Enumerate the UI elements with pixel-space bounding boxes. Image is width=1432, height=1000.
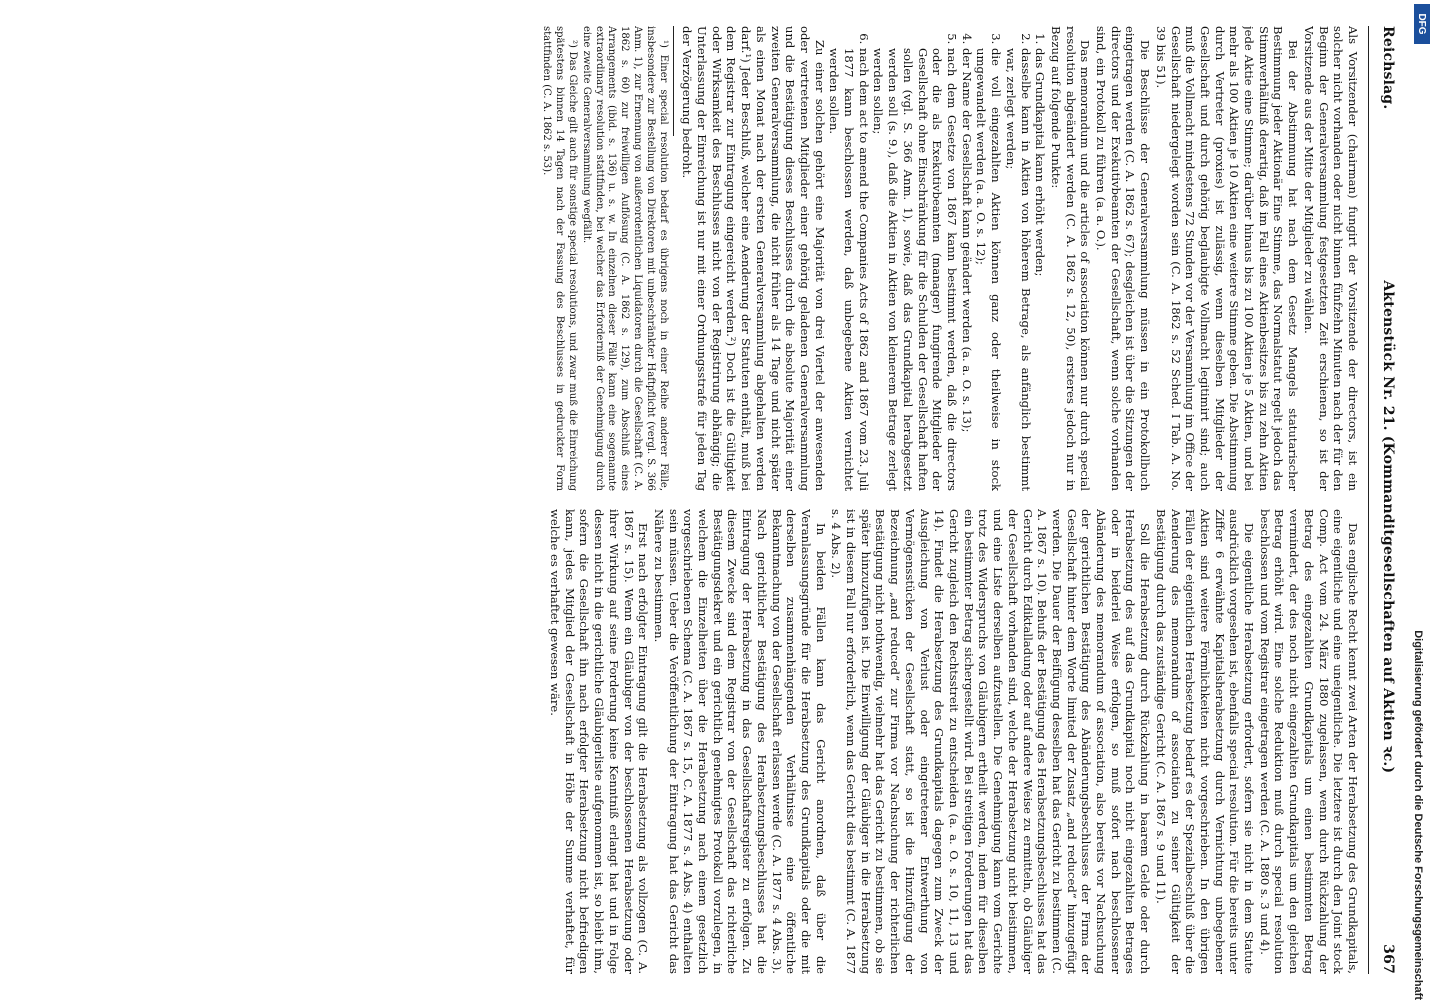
paragraph: In beiden Fällen kann das Gericht anordnen, daß über die Veranlassungsgründe für die Herabsetzung des Grundkapitals oder die mit derselben zusammenhängenden Verhältnisse eine öffentliche Bekanntmachung von der Gesellschaft erlassen werde (C. A. 1877 s. 4 Abs. 3). Nach gerichtlicher Bestätigung des Herabsetzungsbeschlusses hat die Eintragung der Herabsetzung in das Gesellschaftsregister zu erfolgen. Zu diesem Zwecke sind dem Registrar von der Gesellschaft das richterliche Bestätigungsdekret und ein gerichtlich genehmigtes Protokoll vorzulegen, in welchem die Einzelheiten über die Herabsetzung nach einem gesetzlich vorgeschriebenen Schema (C. A. 1867 s. 15, C. A. 1877 s. 4 Abs. 4) enthalten sein müssen. Ueber die Veröffentlichung der Eintragung hat das Gericht das Nähere zu bestimmen. <box>651 509 828 974</box>
list-item: 3. die voll eingezahlten Aktien können ganz oder theilweise in stock umgewandelt werden (a. a. O. s. 12); <box>974 48 1003 491</box>
list-item: 2. dasselbe kann in Aktien von höherem Betrage, als anfänglich bestimmt war, zerlegt werden; <box>1003 48 1032 491</box>
paragraph: Soll die Herabsetzung durch Rückzahlung in baarem Gelde oder durch Herabsetzung des auf das Grundkapital noch nicht eingezahlten Betrages oder in beiderlei Weise erfolgen, so muß sofort nach beschlossener Abänderung des memorandum of association, also bereits vor Nachsuchung der gerichtlichen Bestätigung des Abänderungsbeschlusses der Firma der Gesellschaft hinter dem Worte limited der Zusatz „and reduced“ hinzugefügt werden. Die Dauer der Beifügung desselben hat das Gericht zu bestimmen (C. A. 1867 s. 10). Behufs der Bestätigung des Herabsetzungsbeschlusses hat das Gericht durch Ediktalladung oder auf andere Weise zu ermitteln, ob Gläubiger der Gesellschaft vorhanden sind, welche der Herabsetzung nicht beistimmen, und eine Liste derselben aufzustellen. Die Genehmigung kann vom Gerichte trotz des Widerspruchs von Gläubigern ertheilt werden, indem für dieselben ein bestimmter Betrag sichergestellt wird. Bei streitigen Forderungen hat das Gericht zugleich den Rechtsstreit zu entscheiden (a. a. O. s. 10, 11, 13 und 14). Findet die Herabsetzung des Grundkapitals dagegen zum Zweck der Ausgleichung von Verlust oder eingetretener Entwerthung von Vermögensstücken der Gesellschaft statt, so ist die Hinzufügung der Bezeichnung „and reduced“ zur Firma vor Nachsuchung der richterlichen Bestätigung nicht nothwendig, vielmehr hat das Gericht zu bestimmen, ob sie später hinzuzufügen ist. Die Einwilligung der Gläubiger in die Herabsetzung ist in diesem Fall nur erforderlich, wenn das Gericht dies bestimmt (C. A. 1877 s. 4 Abs. 2). <box>829 509 1153 974</box>
paragraph: Als Vorsitzender (chairman) fungirt der Vorsitzende der directors, ist ein solcher nicht vorhanden oder nicht binnen fünfzehn Minuten nach der für den Beginn der Generalversammlung festgesetzten Zeit erschienen, so ist der Vorsitzende aus der Mitte der Mitglieder zu wählen. <box>1301 26 1360 491</box>
list-item: 6. nach dem act to amend the Companies Acts of 1862 and 1867 vom 23. Juli 1877 kann beschlossen werden, daß unbegebene Aktien vernichtet werden sollen. <box>827 48 871 491</box>
document-page <box>6 0 1416 1000</box>
page-header <box>1368 26 1398 974</box>
amendment-list <box>827 26 1048 491</box>
dfg-label: DFG <box>1416 13 1427 35</box>
list-item: 4. der Name der Gesellschaft kann geändert werden (a. a. O. s. 13); <box>959 48 974 491</box>
right-column <box>40 509 1360 974</box>
list-item: 5. nach dem Gesetze von 1867 kann bestimmt werden, daß die directors oder die als Exekutivbeamten (manager) fungirende Mitglieder der Gesellschaft ohne Einschränkung für die Schulden der Gesellschaft haften sollen (vgl. S. 366 Anm. 1), sowie, daß das Grundkapital herabgesetzt werden soll (s. 9.), daß die Aktien in Aktien von kleinerem Betrage zerlegt werden sollen; <box>871 48 959 491</box>
paragraph: Die eigentliche Herabsetzung erfordert, sofern sie nicht in dem Statute ausdrücklich vorgesehen ist, ebenfalls special resolution. Für die bereits unter Ziffer 6 erwähnte Kapitalsherabsetzung durch Vernichtung unbegebener Aktien sind weitere Förmlichkeiten nicht vorgeschrieben. In den übrigen Fällen der eigentlichen Herabsetzung bedarf es der Spezialbeschluß über die Aenderung des memorandum of association zu seiner Gültigkeit der Bestätigung durch das zuständige Gericht (C. A. 1867 s. 9 und 11). <box>1153 509 1257 974</box>
page-number: 367 <box>1380 944 1396 974</box>
paragraph: Erst nach erfolgter Eintragung gilt die Herabsetzung als vollzogen (C. A. 1867 s. 15). Wenn ein Gläubiger von der beschlossenen Herabsetzung oder ihrer Wirkung auf seine Forderung keine Kenntniß erlangt hat und in Folge dessen nicht in die gerichtliche Gläubigerliste aufgenommen ist, so bleibt ihm, sofern die Gesellschaft ihn nach erfolgter Herabsetzung nicht befriedigen kann, jedes Mitglied der Gesellschaft in Höhe der Summe verhaftet, für welche es verhaftet gewesen wäre. <box>548 509 651 974</box>
paragraph: Die Beschlüsse der Generalversammlung müssen in ein Protokollbuch eingetragen werden (C. A. 1862 s. 67); desgleichen ist über die Sitzungen der directors und der Exekutivbeamten der Gesellschaft, wenn solche vorhanden sind, ein Protokoll zu führen (a. a. O.). <box>1094 26 1153 491</box>
paragraph: Das englische Recht kennt zwei Arten der Herabsetzung des Grundkapitals, eine eigentliche und eine uneigentliche. Die letztere ist durch den Joint stock Comp. Act vom 24. März 1880 zugelassen, wenn durch Rückzahlung der Betrag des eingezahlten Grundkapitals um einen bestimmten Betrag vermindert, der des noch nicht eingezahlten Grundkapitals um den gleichen Betrag erhöht wird. Eine solche Reduktion muß durch special resolution beschlossen und vom Registrar eingetragen werden (C. A. 1880 s. 3 und 4). <box>1257 509 1360 974</box>
footnote: ²) Das Gleiche gilt auch für sonstige special resolutions, und zwar muß die Einreichung spätestens binnen 14 Tagen nach der Fassung des Beschlusses in gedruckter Form stattfinden (C. A. 1862 s. 53). <box>541 26 579 491</box>
dfg-badge <box>1414 4 1430 44</box>
paragraph: Zu einer solchen gehört eine Majorität von drei Viertel der anwesenden oder vertretenen Mitglieder einer gehörig geladenen Generalversammlung und die Bestätigung dieses Beschlusses durch die absolute Majorität einer zweiten Generalversammlung, die nicht früher als 14 Tage und nicht später als einen Monat nach der ersten Generalversammlung abgehalten werden darf.¹) Jeder Beschluß, welcher eine Aenderung der Statuten enthält, muß bei dem Registrar zur Eintragung eingereicht werden.²) Doch ist die Gültigkeit oder Wirksamkeit des Beschlusses nicht von der Registrirung abhängig; die Unterlassung der Einreichung ist nur mit einer Ordnungsstrafe für jeden Tag der Verzögerung bedroht. <box>680 26 827 491</box>
list-item: 1. das Grundkapital kann erhöht werden; <box>1033 48 1048 491</box>
footnote: ¹) Einer special resolution bedarf es übrigens noch in einer Reihe anderer Fälle, insbesondere zur Bestellung von Direktoren mit unbeschränkter Haftpflicht (vergl. S. 366 Anm. 1), zur Ernennung von außerordentlichen Liquidatoren durch die Gesellschaft (C. A. 1862 s. 60) zur freiwilligen Auflösung (C. A. 1862 s. 129), zum Abschluß eines Arrangements (ibid. s. 136) u. s. w. In einzelnen dieser Fälle kann eine sogenannte extraordinary resolution stattfinden, bei welcher das Erforderniß der Genehmigung durch eine zweite Generalversammlung wegfällt. <box>580 26 669 491</box>
margin-stamp <box>1412 120 1432 1000</box>
paragraph: Das memorandum und die articles of association können nur durch special resolution abgeändert werden (C. A. 1862 s. 12, 50), ersteres jedoch nur in Bezug auf folgende Punkte: <box>1048 26 1093 491</box>
paragraph: Bei der Abstimmung hat nach dem Gesetz Mangels statutarischer Bestimmung jeder Aktionär Eine Stimme, das Normalstatut regelt jedoch das Stimmverhältniß derartig, daß im Fall eines Aktienbesitzes bis zu zehn Aktien jede Aktie eine Stimme; darüber hinaus bis zu 100 Aktien je 5 Aktien, und bei mehr als 100 Aktien je 10 Aktien eine weitere Stimme geben. Die Abstimmung durch Vertreter (proxies) ist zulässig, wenn dieselben Mitglieder der Gesellschaft und durch gehörig beglaubigte Vollmacht legitimirt sind; auch muß die Vollmacht mindestens 72 Stunden vor der Versammlung im Office der Gesellschaft niedergelegt worden sein (C. A. 1862 s. 52 Sched. I Tab. A. No. 39 bis 51). <box>1153 26 1301 491</box>
footnote-divider <box>673 26 674 136</box>
digitization-credit: Digitalisierung gefördert durch die Deutsche Forschungsgemeinschaft <box>1412 630 1424 1000</box>
header-title: Aktenstück Nr. 21. (Kommanditgesellschaften auf Aktien ꝛc.) <box>1380 280 1396 774</box>
left-column <box>40 26 1360 491</box>
text-columns <box>40 26 1360 974</box>
header-left: Reichslag. <box>1380 26 1396 110</box>
